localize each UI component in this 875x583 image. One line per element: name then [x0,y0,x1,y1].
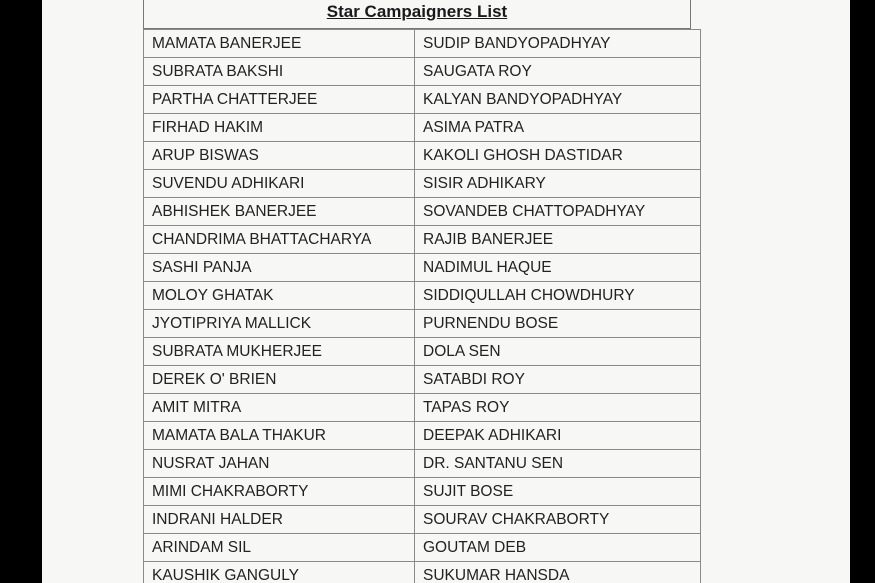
name-cell-right: SUDIP BANDYOPADHYAY [415,30,701,58]
table-row [144,422,701,450]
name-cell-right: TAPAS ROY [415,394,701,422]
name-cell-left: SASHI PANJA [144,254,415,282]
name-cell-left: SUVENDU ADHIKARI [144,170,415,198]
name-cell-right: GOUTAM DEB [415,534,701,562]
table-row [144,114,701,142]
names-table-body [144,30,701,583]
name-cell-right: KALYAN BANDYOPADHYAY [415,86,701,114]
name-cell-left: KAUSHIK GANGULY [144,562,415,583]
name-cell-left: SUBRATA BAKSHI [144,58,415,86]
name-cell-left: DEREK O' BRIEN [144,366,415,394]
name-cell-left: AMIT MITRA [144,394,415,422]
name-cell-left: MIMI CHAKRABORTY [144,478,415,506]
name-cell-right: SAUGATA ROY [415,58,701,86]
table-row [144,310,701,338]
name-cell-right: DEEPAK ADHIKARI [415,422,701,450]
name-cell-left: ABHISHEK BANERJEE [144,198,415,226]
name-cell-left: FIRHAD HAKIM [144,114,415,142]
table-row [144,30,701,58]
name-cell-left: CHANDRIMA BHATTACHARYA [144,226,415,254]
table-row [144,478,701,506]
name-cell-right: DOLA SEN [415,338,701,366]
name-cell-right: SOURAV CHAKRABORTY [415,506,701,534]
name-cell-left: MAMATA BANERJEE [144,30,415,58]
document-page [42,0,850,583]
name-cell-right: PURNENDU BOSE [415,310,701,338]
name-cell-right: SUKUMAR HANSDA [415,562,701,583]
table-row [144,338,701,366]
table-row [144,282,701,310]
table-row [144,86,701,114]
name-cell-left: ARINDAM SIL [144,534,415,562]
name-cell-left: SUBRATA MUKHERJEE [144,338,415,366]
name-cell-right: SIDDIQULLAH CHOWDHURY [415,282,701,310]
table-row [144,450,701,478]
table-row [144,506,701,534]
table-title-cell [143,0,691,29]
name-cell-left: ARUP BISWAS [144,142,415,170]
table-title: Star Campaigners List [326,2,508,21]
table-row [144,226,701,254]
name-cell-right: NADIMUL HAQUE [415,254,701,282]
name-cell-right: DR. SANTANU SEN [415,450,701,478]
table-row [144,254,701,282]
name-cell-right: ASIMA PATRA [415,114,701,142]
name-cell-right: RAJIB BANERJEE [415,226,701,254]
table-row [144,198,701,226]
name-cell-left: JYOTIPRIYA MALLICK [144,310,415,338]
names-table [143,29,701,583]
name-cell-right: SUJIT BOSE [415,478,701,506]
name-cell-left: MAMATA BALA THAKUR [144,422,415,450]
name-cell-right: SOVANDEB CHATTOPADHYAY [415,198,701,226]
table-row [144,562,701,583]
table-row [144,142,701,170]
table-row [144,394,701,422]
name-cell-left: PARTHA CHATTERJEE [144,86,415,114]
table-row [144,58,701,86]
name-cell-left: INDRANI HALDER [144,506,415,534]
name-cell-right: SISIR ADHIKARY [415,170,701,198]
campaigners-table [143,0,691,583]
name-cell-left: NUSRAT JAHAN [144,450,415,478]
name-cell-right: SATABDI ROY [415,366,701,394]
name-cell-left: MOLOY GHATAK [144,282,415,310]
table-row [144,366,701,394]
table-row [144,170,701,198]
name-cell-right: KAKOLI GHOSH DASTIDAR [415,142,701,170]
table-row [144,534,701,562]
